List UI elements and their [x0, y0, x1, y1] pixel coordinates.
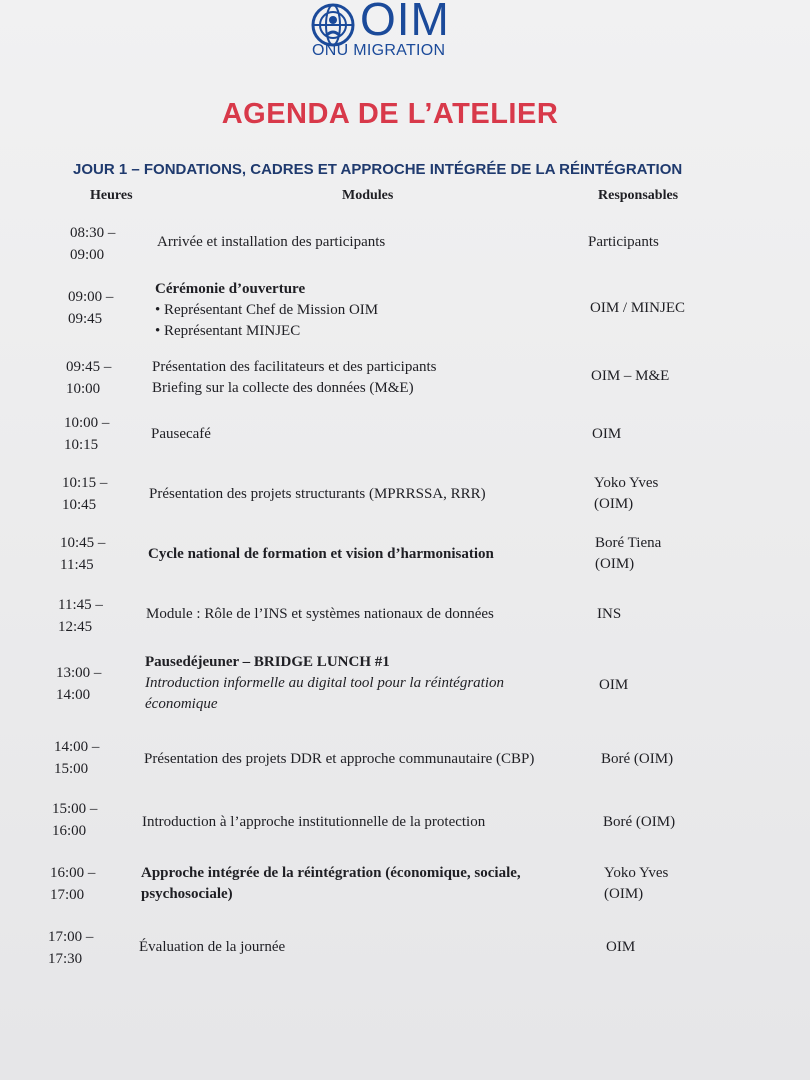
column-header-hours: Heures: [90, 188, 133, 203]
module-line: Cérémonie d’ouverture: [155, 281, 306, 297]
logo-wordmark: OIM: [360, 0, 450, 45]
time-start: 11:45 –: [58, 597, 103, 613]
responsable-line: Boré (OIM): [603, 814, 676, 830]
responsable-cell: [597, 604, 621, 625]
module-cell: [152, 357, 437, 399]
module-cell: [142, 812, 485, 833]
time-slot: [64, 412, 134, 456]
module-line: Introduction à l’approche institutionnelle de la protection: [142, 814, 486, 830]
module-cell: [155, 279, 378, 342]
time-slot: [58, 594, 128, 638]
time-slot: [62, 472, 132, 516]
responsable-line: Yoko Yves: [594, 475, 659, 491]
module-line: Approche intégrée de la réintégration (économique, sociale,: [141, 865, 521, 881]
module-line: • Représentant Chef de Mission OIM: [155, 302, 379, 318]
module-line: Évaluation de la journée: [139, 939, 286, 955]
time-end: 10:00: [66, 381, 101, 397]
time-end: 17:30: [48, 951, 83, 967]
day-heading: JOUR 1 – FONDATIONS, CADRES ET APPROCHE INTÉGRÉE DE LA RÉINTÉGRATION: [73, 161, 683, 178]
column-header-modules: Modules: [342, 188, 394, 203]
time-start: 10:15 –: [62, 475, 108, 491]
responsable-cell: [592, 424, 621, 445]
time-end: 10:45: [62, 497, 97, 513]
module-cell: [148, 544, 494, 565]
responsable-line: (OIM): [594, 496, 634, 512]
responsable-line: (OIM): [604, 886, 644, 902]
responsable-cell: [603, 812, 675, 833]
responsable-cell: [604, 863, 668, 905]
time-start: 10:45 –: [60, 535, 106, 551]
time-start: 09:45 –: [66, 359, 112, 375]
module-line: psychosociale): [141, 886, 233, 902]
responsable-line: Boré Tiena: [595, 535, 662, 551]
time-end: 11:45: [60, 557, 94, 573]
time-slot: [70, 222, 140, 266]
module-line: • Représentant MINJEC: [155, 323, 301, 339]
time-start: 16:00 –: [50, 865, 96, 881]
responsable-cell: [606, 937, 635, 958]
module-cell: [157, 232, 385, 253]
time-end: 09:00: [70, 247, 105, 263]
time-slot: [52, 798, 122, 842]
responsable-line: Boré (OIM): [601, 751, 674, 767]
module-line: Présentation des facilitateurs et des participants: [152, 359, 437, 375]
oim-logo: [310, 0, 480, 64]
module-line: économique: [145, 696, 218, 712]
time-end: 16:00: [52, 823, 87, 839]
time-slot: [48, 926, 118, 970]
time-start: 10:00 –: [64, 415, 110, 431]
time-end: 10:15: [64, 437, 99, 453]
module-cell: [144, 749, 534, 770]
responsable-cell: [591, 366, 669, 387]
module-line: Introduction informelle au digital tool pour la réintégration: [145, 675, 505, 691]
responsable-cell: [594, 473, 658, 515]
module-line: Pausecafé: [151, 426, 211, 442]
page-title: AGENDA DE L’ATELIER: [221, 98, 559, 130]
time-end: 14:00: [56, 687, 91, 703]
time-end: 12:45: [58, 619, 93, 635]
module-line: Briefing sur la collecte des données (M&E): [152, 380, 414, 396]
module-cell: [151, 424, 211, 445]
responsable-line: Yoko Yves: [604, 865, 669, 881]
module-cell: [149, 484, 486, 505]
module-cell: [139, 937, 285, 958]
module-cell: [141, 863, 521, 905]
time-start: 13:00 –: [56, 665, 102, 681]
module-cell: [146, 604, 494, 625]
time-start: 15:00 –: [52, 801, 98, 817]
logo-subtitle: ONU MIGRATION: [312, 42, 446, 59]
module-cell: [145, 652, 504, 715]
responsable-cell: [595, 533, 661, 575]
module-line: Pausedéjeuner – BRIDGE LUNCH #1: [145, 654, 390, 670]
responsable-line: OIM: [606, 939, 636, 955]
responsable-cell: [588, 232, 659, 253]
module-line: Présentation des projets DDR et approche communautaire (CBP): [144, 751, 535, 767]
time-start: 08:30 –: [70, 225, 116, 241]
time-slot: [54, 736, 124, 780]
responsable-cell: [601, 749, 673, 770]
time-start: 14:00 –: [54, 739, 100, 755]
column-header-responsables: Responsables: [598, 188, 679, 203]
time-slot: [66, 356, 136, 400]
responsable-line: OIM – M&E: [591, 368, 670, 384]
responsable-line: Participants: [588, 234, 659, 250]
time-slot: [60, 532, 130, 576]
module-line: Arrivée et installation des participants: [157, 234, 386, 250]
responsable-cell: [590, 298, 685, 319]
time-start: 09:00 –: [68, 289, 114, 305]
time-slot: [56, 662, 126, 706]
time-end: 17:00: [50, 887, 85, 903]
time-slot: [68, 286, 138, 330]
responsable-cell: [599, 675, 628, 696]
responsable-line: INS: [597, 606, 622, 622]
module-line: Module : Rôle de l’INS et systèmes nationaux de données: [146, 606, 494, 622]
time-end: 09:45: [68, 311, 103, 327]
responsable-line: OIM: [599, 677, 629, 693]
module-line: Présentation des projets structurants (MPRRSSA, RRR): [149, 486, 486, 502]
responsable-line: (OIM): [595, 556, 635, 572]
time-start: 17:00 –: [48, 929, 94, 945]
responsable-line: OIM: [592, 426, 622, 442]
time-slot: [50, 862, 120, 906]
time-end: 15:00: [54, 761, 89, 777]
responsable-line: OIM / MINJEC: [590, 300, 686, 316]
module-line: Cycle national de formation et vision d’harmonisation: [148, 546, 494, 562]
